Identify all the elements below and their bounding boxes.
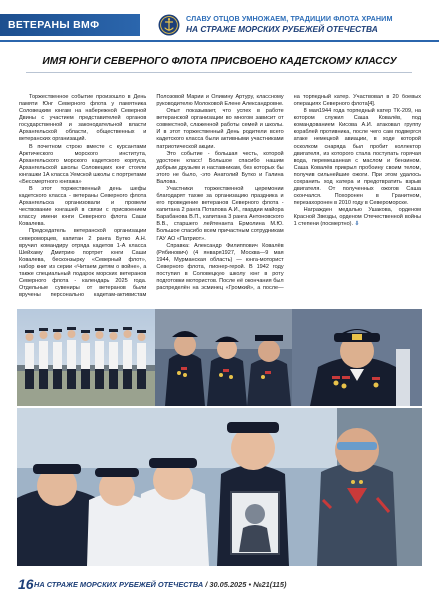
paragraph-2: В почетном строю вместе с курсантами Арктического морского института, Архангельского морского кадетского корпуса, Архангельской школы Соловецких юнг стояли юнгашки 1А класса Уемской школы с портретами «Бессмертного юнгажа»: [19, 143, 147, 185]
footer-masthead: [34, 580, 286, 589]
paragraph-7: Участники торжественной церемонии благодарят тахже за организацию праздника и его проведение ветеранов Северного флота - капитана 2 ранга Потапова А.И., гвардии майора Барабанова В.П., капитана 3 ранга Антоновского В.В., старшего лейтенанта Ермолина М.Ю. Большое спасибо всем причастным сотрудникам ГАУ АО «Патриот».: [156, 186, 284, 242]
section-label: ВЕТЕРАНЫ ВМФ: [8, 19, 100, 31]
paragraph-10-text: Награжден медалью Ушакова, орденом Красной Звезды, орденом Отечественной войны 1 степени (посмертно).: [293, 207, 421, 228]
header-rule: [0, 40, 439, 42]
section-banner: [0, 14, 140, 36]
cadet-children-with-portrait-photo: [17, 408, 422, 566]
paragraph-4: Председатель ветеранской организации североморцев, капитан 2 ранга Бутко А.Н. вручил командиру отряда кадетов 1-А класса Шейхаму Дмитрию портрет юнги Саши Ковалева, бесконзырку «Северный флот», набор книг из серии «Читаем детям о войне», а также специальный подарок морских ветеранов Северного флота - календарь 2025 года. Отдельные сувениры от ветеранов были вручены персонально кадетам-активистам Полозовой Марии и Оликину Артуру, классному руководителю Молоковой Елене Александровне.: [19, 94, 284, 298]
footer-newspaper: НА СТРАЖЕ МОРСКИХ РУБЕЖЕЙ ОТЕЧЕСТВА: [34, 580, 204, 589]
paragraph-1: Торжественное событие произошло в День памяти Юнг Северного флота у памятника Соловецким юнгам на набережной Северной Двины с участием представителей органов государственной и законодательной власти Архангельской области, общественных и ветеранских организаций.: [19, 94, 147, 143]
veteran-portrait-photo: [292, 309, 422, 406]
paragraph-3: В этот торжественный день шефы кадетского класса - ветераны Северного флота Архангельска организовали и провели чествование юнгашей в связи с присвоением классу имени юнги Северного флота Саши Ковалева.: [19, 185, 147, 228]
page-number: 16: [18, 576, 34, 592]
end-arrow-icon: ⇩: [354, 221, 360, 228]
paragraph-6: Это событие - большая честь, которой удостоен класс! Большое спасибо нашим добрым друзьям и наставникам, без которых бы этого не было, -это Анатолий Бутко и Галина Валова.: [156, 150, 284, 185]
veterans-group-photo: [155, 309, 292, 406]
masthead-motto: СЛАВУ ОТЦОВ УМНОЖАЕМ, ТРАДИЦИИ ФЛОТА ХРАНИМ: [186, 14, 393, 23]
footer-issue: / 30.05.2025 • №21(115): [205, 580, 287, 589]
article-headline: ИМЯ ЮНГИ СЕВЕРНОГО ФЛОТА ПРИСВОЕНО КАДЕТСКОМУ КЛАССУ: [42, 56, 397, 67]
paragraph-8: Справка: Александр Филиппович Ковалёв (Рябинович) (4 января1927, Москва—9 мая 1944, Мурманская область) — юнга-моторист Северного флота, пионер-герой. В 1942 году поступил в Соловецкую школу юнг в роту подготовки мотористов. После её окончания был распределён на эсминец «Громкий», а после— на торпедный катер. Участвовал в 20 боевых операциях Северного флота[4].: [156, 94, 421, 292]
masthead-title: НА СТРАЖЕ МОРСКИХ РУБЕЖЕЙ ОТЕЧЕСТВА: [186, 24, 378, 34]
headline-divider: [26, 72, 412, 73]
paragraph-9: 8 мая1944 года торпедный катер ТК-209, на котором служил Саша Ковалёв, под командованием Кисова А.И. атаковал группу кораблей противника, после чего сам подвергся атаке немецкой авиации, в ходе которой осколком снаряда был пробит коллектор двигателя, из которого стала поступать горячая вода, перемешанная с маслом и бензином. Саша Ковалёв прикрыл пробоину своим телом, получив сильнейшие ожоги. При этом удалось сохранить ход катера и предотвратить взрыв двигателя. От полученных ожогов Саша скончался. Похоронен в Гранитном, перезахоронен в 2010 году в Североморске.: [293, 108, 421, 206]
paragraph-10: [294, 207, 421, 228]
cadets-line-photo: [17, 309, 155, 406]
article-body: [19, 94, 421, 299]
paragraph-5: Опыт показывает, что успех в работе ветеранской организации во многом зависит от совместной, слаженной работы семей и школы. И в этот торжественный День родители всего кадетского класса были активными участниками патриотической акции.: [156, 108, 284, 150]
navy-emblem-icon: [158, 14, 180, 36]
